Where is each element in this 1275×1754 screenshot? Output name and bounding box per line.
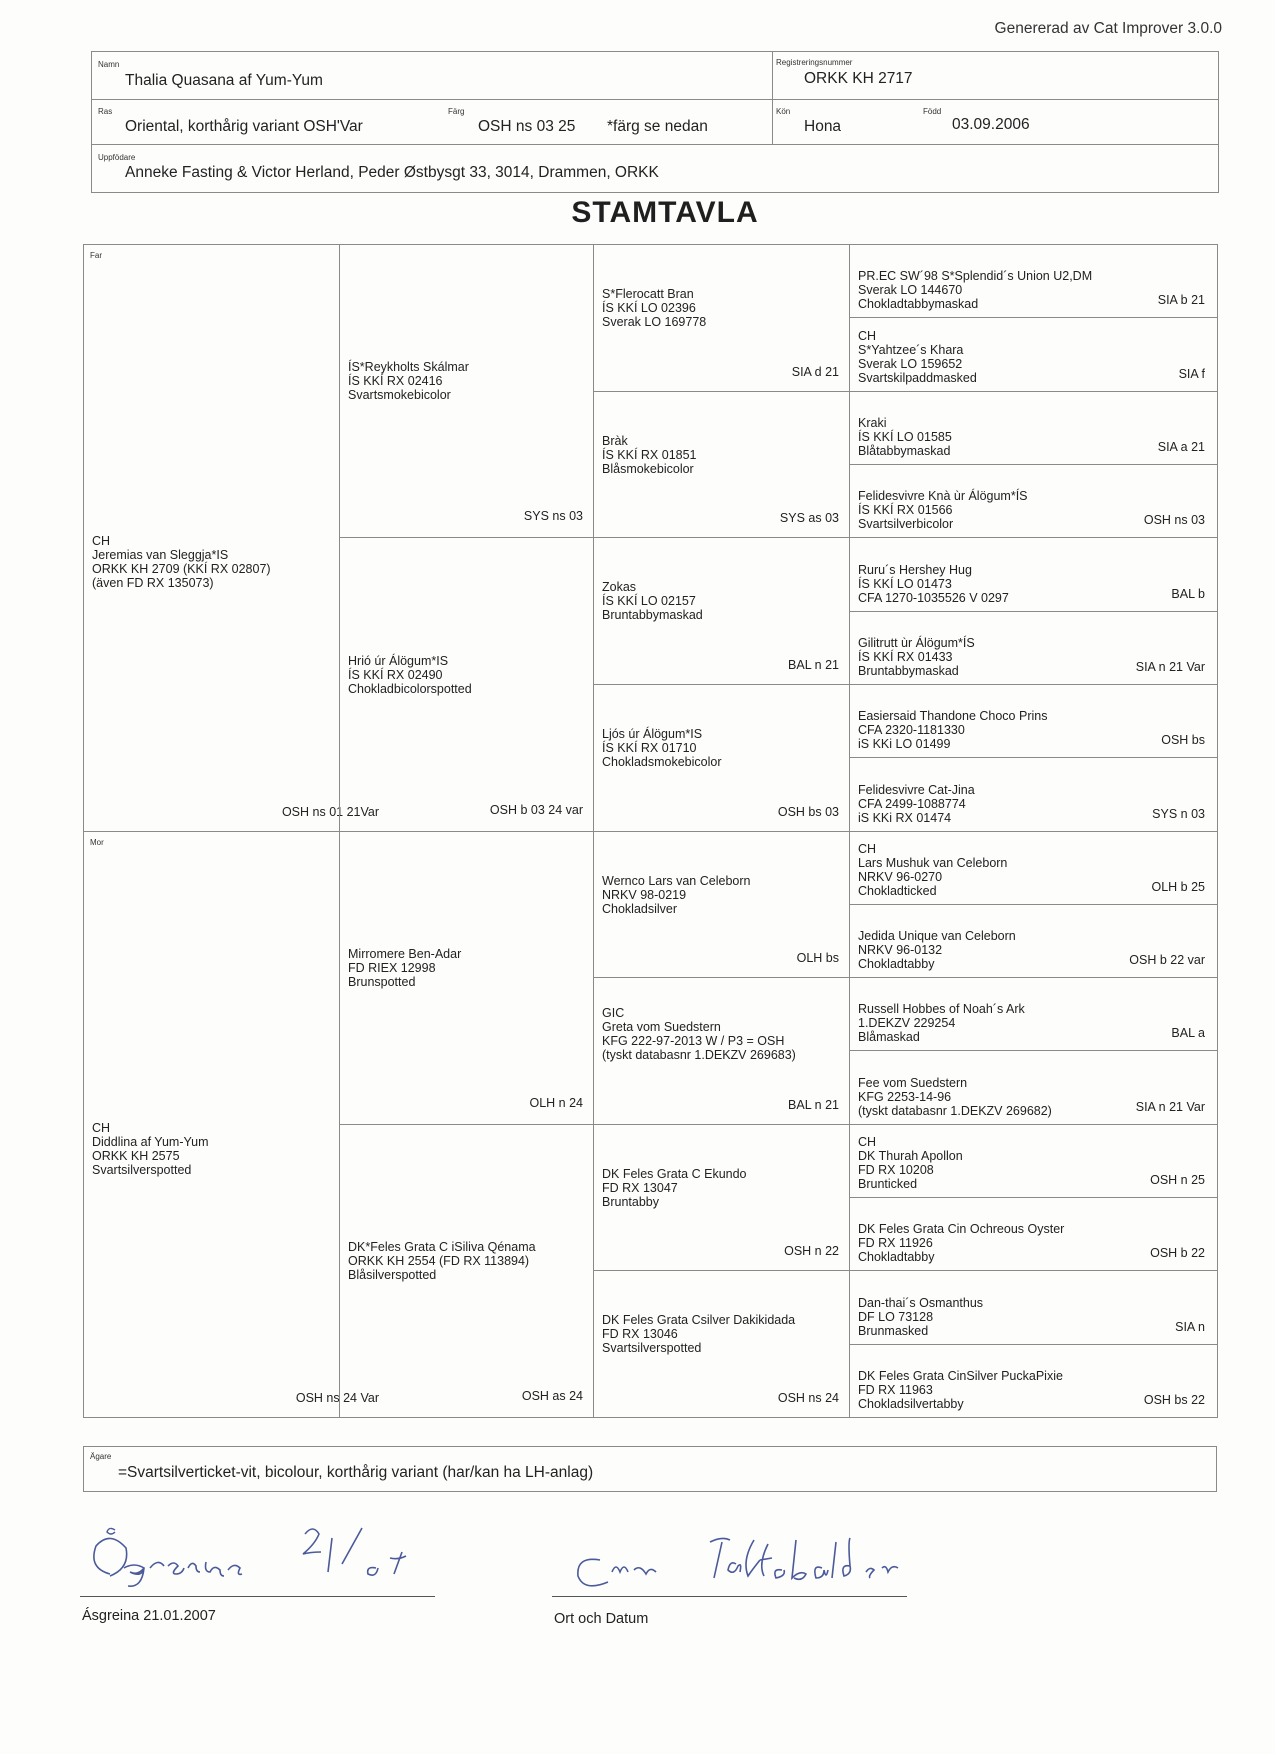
color-code: SIA f [1178,366,1205,381]
signature-line-left [80,1596,435,1597]
cat-line: ÍS KKÍ RX 01433 [858,649,953,664]
great-great-grandparent-cell [849,831,1218,905]
signature-caption-right: Ort och Datum [554,1611,649,1627]
color-code: SYS n 03 [1152,806,1205,821]
reg-number: ORKK KH 2717 [804,70,913,87]
cat-line: DK Feles Grata C Ekundo [602,1166,747,1181]
cat-line: ÍS KKÍ LO 02396 [602,301,696,316]
cat-line: Brunticked [858,1177,918,1192]
cat-line: Svartsilverspotted [602,1341,702,1356]
cat-line: ÍS KKÍ LO 01585 [858,429,952,444]
great-great-grandparent-cell [849,1050,1218,1124]
cat-line: DF LO 73128 [858,1309,934,1324]
cat-line: (även FD RX 135073) [92,576,214,591]
color-code: OLH n 24 [529,1095,583,1110]
breeder-label: Uppfödare [98,153,136,162]
cat-line: DK*Feles Grata C iSiliva Qénama [348,1240,536,1255]
parent-cell [83,831,379,1419]
color-code: SIA d 21 [791,364,839,379]
cat-line: Fee vom Suedstern [858,1075,968,1090]
cat-line: Gilitrutt ùr Álögum*ÍS [858,635,975,650]
grandparent-cell [339,244,594,538]
cat-line: Blåsilverspotted [348,1268,437,1283]
cat-line: Ruru´s Hershey Hug [858,562,972,577]
sire-label: Far [90,251,102,260]
cat-line: Dan-thai´s Osmanthus [858,1295,984,1310]
signature-right [560,1520,940,1600]
great-grandparent-cell [593,391,850,539]
cat-info [602,1167,747,1209]
color-code: OSH as 24 [521,1389,583,1403]
cat-line: DK Feles Grata CinSilver PuckaPixie [858,1369,1063,1383]
cat-line: Blåsmokebicolor [602,461,694,476]
cat-line: 1.DEKZV 229254 [858,1016,956,1031]
sex-label: Kön [776,107,791,116]
cat-line: KFG 2253-14-96 [858,1089,952,1104]
color-code: OLH b 25 [1151,879,1205,894]
cat-line: Bruntabbymaskad [858,663,959,678]
cat-info [92,534,271,590]
cat-line: Chokladsilvertabby [858,1397,964,1411]
cat-line: CFA 1270-1035526 V 0297 [858,590,1009,605]
cat-line: Jeremias van Sleggja*IS [92,548,229,563]
color-code: SIA a 21 [1157,439,1205,454]
cat-line: Chokladtabbymaskad [858,297,979,312]
grandparent-cell [339,831,594,1125]
great-great-grandparent-cell [849,684,1218,758]
cat-line: Brunspotted [348,974,416,989]
cat-info [858,929,1016,971]
color-code: SIA b 21 [1157,293,1205,308]
cat-line: ÍS KKÍ RX 02490 [348,667,443,682]
color-code: BAL n 21 [788,1097,839,1112]
page-title: STAMTAVLA [571,196,759,229]
cat-line: ORKK KH 2554 (FD RX 113894) [348,1254,530,1269]
signature-left [80,1512,450,1592]
cat-line: Wernco Lars van Celeborn [602,873,751,888]
cat-line: CH [858,841,877,856]
cat-line: NRKV 96-0270 [858,869,943,884]
cat-line: Brunmasked [858,1323,929,1338]
cat-line: Bruntabbymaskad [602,608,703,623]
reg-label: Registreringsnummer [776,58,853,67]
cat-name: Thalia Quasana af Yum-Yum [125,72,323,89]
great-great-grandparent-cell [849,1270,1218,1344]
color-code: BAL b [1171,586,1205,601]
cat-line: Chokladsilver [602,901,678,916]
cat-info [858,1076,1052,1118]
cat-line: KFG 222-97-2013 W / P3 = OSH [602,1034,785,1049]
cat-line: ÍS KKÍ LO 02157 [602,594,696,609]
cat-line: NRKV 98-0219 [602,887,687,902]
great-grandparent-cell [593,244,850,392]
cat-line: Chokladtabby [858,1250,935,1265]
cat-line: S*Flerocatt Bran [602,287,694,302]
color-code: OLH bs [796,951,839,966]
color-code: OSH ns 24 Var [295,1391,379,1405]
cat-line: FD RX 13047 [602,1180,678,1195]
color-code: BAL n 21 [788,657,839,672]
signature-line-right [552,1596,907,1597]
great-great-grandparent-cell [849,611,1218,685]
color-code: OSH ns 03 [1143,513,1205,528]
great-great-grandparent-cell [849,391,1218,465]
cat-info [858,1222,1064,1264]
color-code: OSH ns 01 21Var [281,804,379,819]
great-grandparent-cell [593,537,850,685]
cat-line: ÍS KKÍ LO 01473 [858,576,952,591]
owner-note: =Svartsilverticket-vit, bicolour, korthårig variant (har/kan ha LH-anlag) [118,1464,594,1481]
color-code: OSH bs 03 [777,804,839,819]
cat-line: Greta vom Suedstern [602,1020,721,1035]
cat-line: CFA 2499-1088774 [858,796,966,811]
cat-line: FD RIEX 12998 [348,960,436,975]
cat-line: ÍS KKÍ RX 02416 [348,374,443,389]
great-grandparent-cell [593,1124,850,1272]
breed-label: Ras [98,107,113,116]
cat-line: Blåmaskad [858,1030,920,1045]
cat-line: Zokas [602,580,637,595]
cat-info [858,1296,983,1338]
great-great-grandparent-cell [849,977,1218,1051]
color-code: OSH ns 24 [777,1391,839,1405]
cat-info [602,434,697,476]
great-great-grandparent-cell [849,1197,1218,1271]
color-code: BAL a [1171,1026,1205,1041]
signature-caption-left: Ásgreina 21.01.2007 [82,1608,216,1624]
owner-label: Ägare [90,1452,112,1461]
cat-info [602,580,703,622]
cat-line: (tyskt databasnr 1.DEKZV 269682) [858,1103,1052,1118]
cat-line: Svartskilpaddmasked [858,370,977,385]
great-great-grandparent-cell [849,1344,1218,1418]
great-great-grandparent-cell [849,464,1218,538]
great-grandparent-cell [593,1270,850,1418]
color-code: SYS ns 03 [523,509,583,524]
cat-line: ORKK KH 2709 (KKÍ RX 02807) [92,562,271,577]
cat-line: Ljós úr Álögum*IS [602,726,703,741]
cat-info [602,1006,796,1062]
color-code: SIA n 21 Var [1135,1099,1205,1114]
great-great-grandparent-cell [849,757,1218,831]
cat-line: Chokladtabby [858,957,935,972]
cat-info [858,416,952,458]
cat-line: Blåtabbymaskad [858,443,951,458]
cat-line: Russell Hobbes of Noah´s Ark [858,1002,1025,1017]
great-great-grandparent-cell [849,904,1218,978]
cat-line: Kraki [858,415,887,430]
born-label: Född [923,107,942,116]
cat-line: CH [92,534,111,549]
cat-info [858,269,1092,311]
cat-line: CH [858,328,877,343]
cat-line: ÍS*Reykholts Skálmar [348,360,469,375]
breeder-value: Anneke Fasting & Victor Herland, Peder Østbysgt 33, 3014, Drammen, ORKK [125,164,659,181]
color-code: OSH n 22 [784,1244,839,1259]
cat-line: Mirromere Ben-Adar [348,946,462,961]
parent-cell [83,244,379,832]
cat-info [858,709,1047,751]
color-value: OSH ns 03 25 [478,118,576,135]
cat-line: Sverak LO 144670 [858,283,963,298]
cat-line: Sverak LO 159652 [858,356,963,371]
cat-line: DK Feles Grata Cin Ochreous Oyster [858,1222,1065,1237]
cat-info [858,1002,1025,1044]
cat-line: FD RX 11963 [858,1383,933,1397]
great-grandparent-cell [593,684,850,832]
color-code: SYS as 03 [779,511,839,526]
dam-label: Mor [90,837,104,847]
cat-line: Sverak LO 169778 [602,315,707,330]
cat-line: FD RX 13046 [602,1327,678,1342]
cat-line: Chokladbicolorspotted [348,681,472,696]
cat-info [858,563,1009,605]
color-label: Färg [448,107,465,116]
cat-info [602,874,750,916]
cat-info [92,1121,209,1177]
color-code: OSH b 03 24 var [489,802,583,817]
cat-line: Diddlina af Yum-Yum [92,1134,209,1149]
color-code: OSH b 22 [1150,1246,1205,1261]
cat-info [858,1369,1063,1411]
great-great-grandparent-cell [849,244,1218,318]
cat-line: Bruntabby [602,1194,659,1209]
cat-line: CFA 2320-1181330 [858,723,965,738]
color-code: OSH n 25 [1150,1173,1205,1188]
cat-info [602,1313,795,1355]
cat-line: (tyskt databasnr 1.DEKZV 269683) [602,1048,796,1063]
cat-line: CH [92,1120,111,1135]
cat-line: Easiersaid Thandone Choco Prins [858,709,1048,724]
cat-line: FD RX 10208 [858,1163,934,1178]
color-code: OSH bs 22 [1143,1393,1205,1407]
color-code: OSH bs [1161,733,1205,748]
header-form [91,51,1219,193]
cat-info [858,489,1028,531]
great-great-grandparent-cell [849,1124,1218,1198]
cat-info [858,1135,963,1191]
sex-value: Hona [804,118,842,135]
cat-line: Jedida Unique van Celeborn [858,929,1016,944]
great-great-grandparent-cell [849,317,1218,391]
cat-info [348,654,472,696]
owner-box [83,1446,1217,1492]
cat-info [348,1240,536,1282]
cat-line: iS KKi RX 01474 [858,810,952,825]
cat-line: Felidesvivre Cat-Jina [858,782,975,797]
cat-line: Lars Mushuk van Celeborn [858,855,1008,870]
great-grandparent-cell [593,977,850,1125]
cat-line: Hrió úr Álögum*IS [348,653,449,668]
color-code: SIA n [1175,1319,1205,1334]
breed-value: Oriental, korthårig variant OSH'Var [125,118,363,135]
cat-line: DK Thurah Apollon [858,1149,963,1164]
cat-line: Svartsmokebicolor [348,388,451,403]
color-code: SIA n 21 Var [1135,659,1205,674]
cat-info [858,842,1007,898]
cat-line: Chokladsmokebicolor [602,754,722,769]
cat-line: CH [858,1135,877,1150]
great-grandparent-cell [593,831,850,979]
born-value: 03.09.2006 [952,116,1030,133]
cat-line: S*Yahtzee´s Khara [858,342,964,357]
cat-line: Bràk [602,433,628,448]
color-code: OSH b 22 var [1129,953,1205,968]
cat-line: ÍS KKÍ RX 01851 [602,447,697,462]
grandparent-cell [339,1124,594,1418]
cat-info [858,329,977,385]
cat-line: FD RX 11926 [858,1236,933,1251]
cat-line: GIC [602,1006,625,1021]
generator-label: Genererad av Cat Improver 3.0.0 [994,20,1222,37]
cat-line: Chokladticked [858,883,937,898]
cat-line: DK Feles Grata Csilver Dakikidada [602,1313,796,1328]
cat-info [858,636,975,678]
grandparent-cell [339,537,594,831]
great-great-grandparent-cell [849,537,1218,611]
cat-line: ÍS KKÍ RX 01566 [858,503,953,518]
cat-line: PR.EC SW´98 S*Splendid´s Union U2,DM [858,269,1093,284]
cat-info [858,783,975,825]
cat-line: Svartsilverspotted [92,1162,192,1177]
cat-line: ORKK KH 2575 [92,1148,180,1163]
cat-info [348,360,469,402]
name-label: Namn [98,60,120,69]
cat-info [602,727,722,769]
cat-info [602,287,706,329]
cat-line: NRKV 96-0132 [858,943,943,958]
cat-line: Svartsilverbicolor [858,517,954,532]
cat-line: iS KKi LO 01499 [858,737,951,752]
cat-info [348,947,461,989]
cat-line: Felidesvivre Knà ùr Álögum*ÍS [858,489,1028,504]
color-note: *färg se nedan [607,118,708,135]
cat-line: ÍS KKÍ RX 01710 [602,740,697,755]
pedigree-table [83,244,1217,1417]
